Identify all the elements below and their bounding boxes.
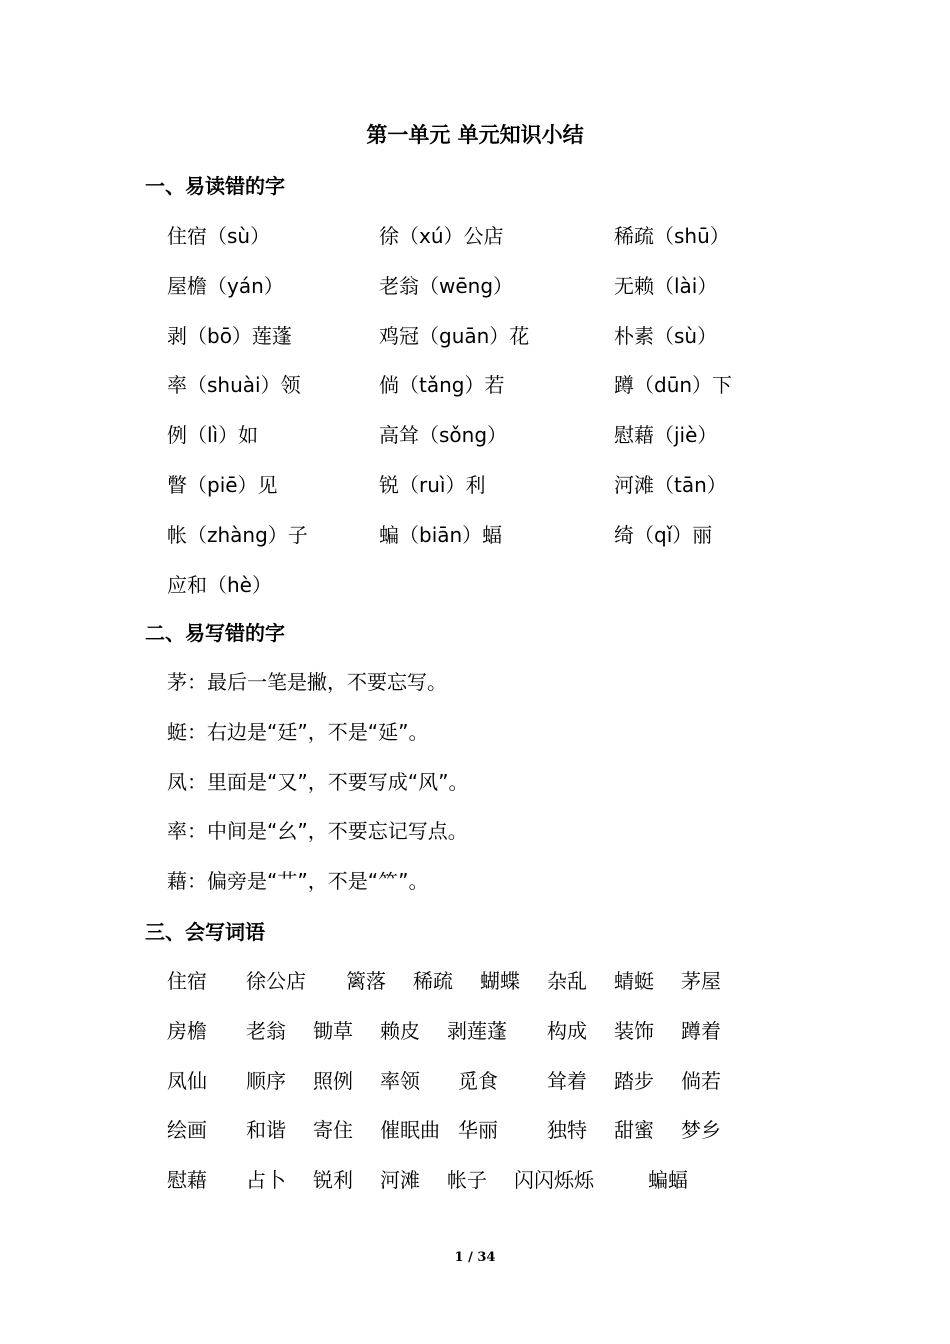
vocab-word: 凤仙 (167, 1068, 207, 1093)
grid-cell: 蝙（biān）蝠 (379, 522, 503, 547)
vocab-word: 倘若 (681, 1068, 721, 1093)
page-number: 1 / 34 (454, 1250, 496, 1265)
vocab-word: 锄草 (313, 1018, 353, 1043)
vocab-word: 踏步 (614, 1068, 654, 1093)
grid-cell: 住宿（sù） (167, 224, 271, 248)
grid-row (167, 219, 817, 269)
grid-cell: 蹲（dūn）下 (614, 373, 733, 398)
grid-row (167, 319, 817, 369)
grid-cell: 无赖（lài） (614, 273, 718, 298)
vocab-word: 绘画 (167, 1118, 207, 1143)
note-item: 凤：里面是“又”，不要写成“风”。 (167, 769, 469, 794)
grid-cell: 剥（bō）莲蓬 (167, 323, 292, 348)
vocab-row (167, 1113, 817, 1163)
grid-cell: 稀疏（shū） (614, 224, 730, 248)
grid-cell: 锐（ruì）利 (379, 472, 486, 497)
vocab-word: 耸着 (547, 1068, 587, 1093)
vocab-word: 房檐 (167, 1018, 207, 1043)
vocab-row (167, 1014, 817, 1064)
grid-cell: 率（shuài）领 (167, 373, 301, 398)
vocab-row (167, 964, 817, 1014)
vocab-word: 茅屋 (681, 969, 721, 993)
vocab-word: 催眠曲 (380, 1118, 440, 1143)
grid-cell: 慰藉（jiè） (614, 423, 718, 448)
vocab-word: 觅食 (458, 1068, 498, 1093)
vocab-word: 甜蜜 (614, 1118, 654, 1143)
grid-cell: 绮（qǐ）丽 (614, 522, 713, 547)
grid-cell: 朴素（sù） (614, 323, 718, 348)
vocab-word: 梦乡 (681, 1118, 721, 1143)
section-heading-write-words: 三、会写词语 (145, 920, 265, 944)
grid-row (167, 368, 817, 418)
section-heading-easy-miswrite: 二、易写错的字 (145, 621, 285, 645)
vocab-word: 剥莲蓬 (447, 1018, 507, 1043)
vocab-word: 篱落 (346, 969, 386, 993)
grid-row (167, 418, 817, 468)
vocab-word: 老翁 (246, 1018, 286, 1043)
vocab-row (167, 1064, 817, 1114)
note-item: 率：中间是“幺”，不要忘记写点。 (167, 819, 468, 844)
grid-row (167, 568, 817, 618)
vocab-word: 和谐 (246, 1118, 286, 1143)
vocab-word: 帐子 (447, 1168, 487, 1193)
vocab-word: 徐公店 (246, 969, 306, 993)
grid-row (167, 269, 817, 319)
note-item: 茅：最后一笔是撇，不要忘写。 (167, 670, 447, 694)
grid-cell: 河滩（tān） (614, 472, 727, 497)
vocab-word: 蝙蝠 (648, 1168, 688, 1193)
grid-cell: 瞥（piē）见 (167, 472, 278, 497)
vocab-word: 住宿 (167, 969, 207, 993)
vocab-word: 蹲着 (681, 1018, 721, 1043)
vocab-word: 占卜 (246, 1168, 286, 1193)
vocab-word: 率领 (380, 1068, 420, 1093)
grid-row (167, 468, 817, 518)
grid-cell: 老翁（wēng） (379, 273, 514, 298)
grid-cell: 高耸（sǒng） (379, 423, 508, 448)
grid-cell: 鸡冠（guān）花 (379, 323, 530, 348)
vocab-word: 寄住 (313, 1118, 353, 1143)
vocab-row (167, 1163, 817, 1213)
vocab-word: 独特 (547, 1118, 587, 1143)
grid-cell: 例（lì）如 (167, 423, 259, 448)
vocab-word: 构成 (547, 1018, 587, 1043)
vocab-word: 华丽 (458, 1118, 498, 1143)
miswrite-notes-list (167, 665, 468, 914)
section-heading-easy-misread: 一、易读错的字 (145, 174, 285, 198)
grid-cell: 徐（xú）公店 (379, 224, 504, 248)
note-item: 藉：偏旁是“艹”，不是“⺮”。 (167, 869, 429, 894)
grid-cell: 屋檐（yán） (167, 273, 284, 298)
page-title: 第一单元 单元知识小结 (366, 123, 584, 147)
vocabulary-grid (167, 964, 817, 1213)
vocab-word: 蜻蜓 (614, 969, 654, 993)
vocab-word: 锐利 (313, 1168, 353, 1193)
note-item: 蜓：右边是“廷”，不是“延”。 (167, 719, 429, 744)
grid-cell: 倘（tǎng）若 (379, 373, 505, 398)
vocab-word: 顺序 (246, 1068, 286, 1093)
vocab-word: 照例 (313, 1068, 353, 1093)
misread-characters-grid (167, 219, 817, 617)
vocab-word: 装饰 (614, 1018, 654, 1043)
vocab-word: 河滩 (380, 1168, 420, 1193)
vocab-word: 闪闪烁烁 (514, 1168, 594, 1193)
vocab-word: 杂乱 (547, 969, 587, 993)
vocab-word: 慰藉 (167, 1168, 207, 1193)
vocab-word: 赖皮 (380, 1018, 420, 1043)
grid-row (167, 518, 817, 568)
grid-cell: 帐（zhàng）子 (167, 522, 308, 547)
grid-cell: 应和（hè） (167, 572, 272, 597)
vocab-word: 稀疏 (413, 969, 453, 993)
vocab-word: 蝴蝶 (480, 969, 520, 993)
